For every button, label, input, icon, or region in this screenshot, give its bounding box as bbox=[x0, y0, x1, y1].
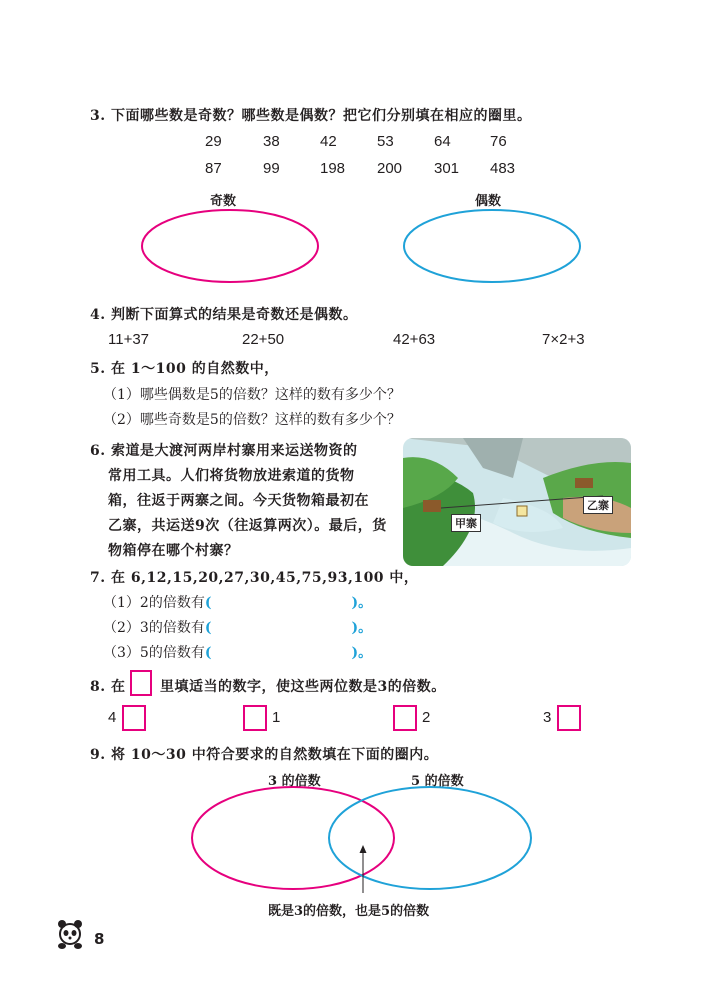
q5-title: 5. 在 1～100 的自然数中， bbox=[90, 361, 279, 377]
q5-sub2: （2）哪些奇数是5的倍数？这样的数有多少个？ bbox=[103, 412, 401, 428]
q8-title-b: 里填适当的数字，使这些两位数是3的倍数。 bbox=[160, 679, 446, 695]
q7-item-3 bbox=[103, 642, 372, 662]
q7-item-label: （1）2的倍数有 bbox=[103, 595, 205, 611]
q4-expression: 7×2+3 bbox=[542, 331, 585, 348]
village-b-label: 乙寨 bbox=[583, 496, 613, 514]
venn-right-oval[interactable] bbox=[329, 787, 531, 889]
q6-line: 乙寨，共运送9次（往返算两次）。最后，货 bbox=[108, 518, 387, 534]
q3-number: 483 bbox=[490, 160, 516, 177]
q8-answer-box[interactable] bbox=[557, 705, 581, 731]
q3-number: 76 bbox=[490, 133, 507, 150]
q4-expression: 11+37 bbox=[108, 331, 150, 348]
page-number: 8 bbox=[94, 930, 105, 948]
open-paren: ( bbox=[204, 620, 212, 636]
q8-digit: 1 bbox=[272, 709, 281, 726]
venn-left-oval[interactable] bbox=[192, 787, 394, 889]
q3-number: 53 bbox=[377, 133, 394, 150]
q6-line: 物箱停在哪个村寨？ bbox=[108, 543, 239, 559]
q8-example-box bbox=[130, 670, 152, 696]
q3-number: 42 bbox=[320, 133, 337, 150]
even-label: 偶数 bbox=[475, 194, 502, 209]
q4-title: 4. 判断下面算式的结果是奇数还是偶数。 bbox=[90, 307, 358, 323]
q3-number: 200 bbox=[377, 160, 403, 177]
open-paren: ( bbox=[204, 645, 212, 661]
q3-number: 38 bbox=[263, 133, 280, 150]
q8-digit: 2 bbox=[422, 709, 431, 726]
q8-digit: 4 bbox=[108, 709, 117, 726]
venn-arrowhead-icon bbox=[360, 845, 367, 853]
q8-answer-box[interactable] bbox=[243, 705, 267, 731]
q6-line: 常用工具。人们将货物放进索道的货物 bbox=[108, 468, 355, 484]
q3-number: 87 bbox=[205, 160, 222, 177]
q4-expression: 42+63 bbox=[393, 331, 436, 348]
village-a-label: 甲寨 bbox=[451, 514, 481, 532]
q3-title: 3. 下面哪些数是奇数？哪些数是偶数？把它们分别填在相应的圈里。 bbox=[90, 108, 532, 124]
close-paren: )。 bbox=[351, 620, 373, 636]
odd-oval[interactable] bbox=[142, 210, 318, 282]
q3-number: 99 bbox=[263, 160, 280, 177]
q8-title-a: 8. 在 bbox=[90, 679, 126, 695]
q7-item-2 bbox=[103, 617, 372, 637]
odd-label: 奇数 bbox=[210, 194, 237, 209]
venn-intersection-note: 既是3的倍数，也是5的倍数 bbox=[268, 904, 430, 919]
q3-number: 301 bbox=[434, 160, 460, 177]
q9-title: 9. 将 10～30 中符合要求的自然数填在下面的圈内。 bbox=[90, 747, 439, 763]
q5-sub1: （1）哪些偶数是5的倍数？这样的数有多少个？ bbox=[103, 387, 401, 403]
q7-item-label: （3）5的倍数有 bbox=[103, 645, 205, 661]
q6-line: 箱，往返于两寨之间。今天货物箱最初在 bbox=[108, 493, 369, 509]
q8-answer-box[interactable] bbox=[393, 705, 417, 731]
q8-digit: 3 bbox=[543, 709, 552, 726]
q3-number: 29 bbox=[205, 133, 222, 150]
q4-expression: 22+50 bbox=[242, 331, 285, 348]
q3-number: 64 bbox=[434, 133, 451, 150]
venn-left-label: 3 的倍数 bbox=[268, 774, 321, 789]
q7-title: 7. 在 6,12,15,20,27,30,45,75,93,100 中， bbox=[90, 570, 419, 586]
q6-line: 6. 索道是大渡河两岸村寨用来运送物资的 bbox=[90, 443, 358, 459]
close-paren: )。 bbox=[351, 595, 373, 611]
q7-item-label: （2）3的倍数有 bbox=[103, 620, 205, 636]
even-oval[interactable] bbox=[404, 210, 580, 282]
venn-right-label: 5 的倍数 bbox=[411, 774, 464, 789]
open-paren: ( bbox=[204, 595, 212, 611]
q7-item-1 bbox=[103, 592, 372, 612]
ropeway-illustration bbox=[403, 438, 631, 566]
close-paren: )。 bbox=[351, 645, 373, 661]
q8-answer-box[interactable] bbox=[122, 705, 146, 731]
q3-number: 198 bbox=[320, 160, 346, 177]
